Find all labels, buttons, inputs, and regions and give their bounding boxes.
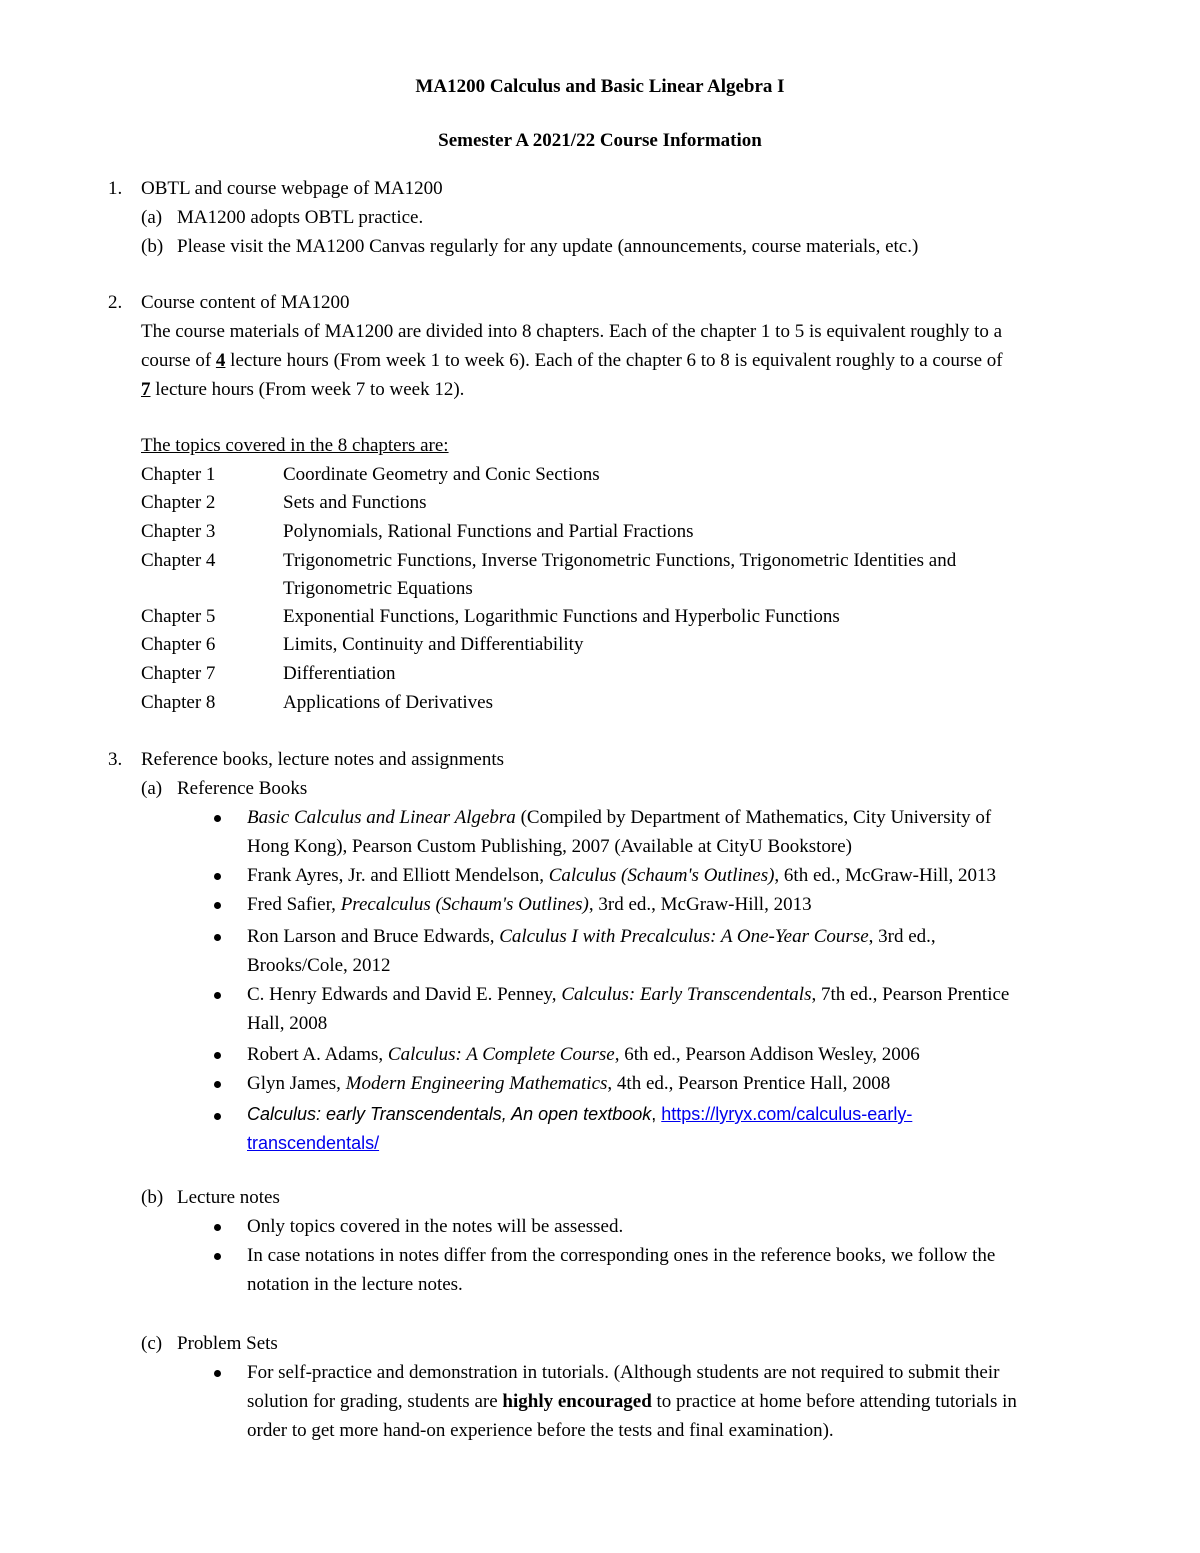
text-span: , 4th ed., Pearson Prentice Hall, 2008 (607, 1073, 891, 1094)
bullet-icon (214, 902, 221, 909)
text-span: to practice at home before attending tutorials in (651, 1391, 1017, 1412)
chapter-2-label: Chapter 2 (141, 492, 216, 513)
text-span: , 3rd ed., (868, 926, 936, 947)
section-2-paragraph-line-3 (141, 375, 464, 404)
chapter-7-label: Chapter 7 (141, 663, 216, 684)
chapter-4-title: Trigonometric Functions, Inverse Trigonometric Functions, Trigonometric Identities and (283, 550, 957, 571)
text-span: , (651, 1104, 662, 1124)
section-2-paragraph-line-2 (141, 346, 1003, 375)
text-span: solution for grading, students are (247, 1391, 503, 1412)
text-span: Glyn James, (247, 1073, 346, 1094)
book-7-title: Modern Engineering Mathematics (345, 1073, 608, 1094)
book-2 (247, 861, 996, 890)
section-1a-label: (a) (141, 207, 163, 228)
chapter-7-title: Differentiation (283, 663, 396, 684)
section-2-heading: Course content of MA1200 (141, 292, 350, 313)
book-5-line-1 (247, 980, 1009, 1009)
section-3b-heading: Lecture notes (177, 1187, 280, 1208)
chapter-2-title: Sets and Functions (283, 492, 427, 513)
highly-encouraged: highly encouraged (502, 1391, 652, 1412)
section-1-heading: OBTL and course webpage of MA1200 (141, 178, 443, 199)
book-3 (247, 890, 812, 919)
section-1a-text: MA1200 adopts OBTL practice. (177, 207, 424, 228)
topics-heading: The topics covered in the 8 chapters are: (141, 435, 449, 456)
book-5-title: Calculus: Early Transcendentals (561, 984, 812, 1005)
book-4-line-1 (247, 922, 936, 951)
bullet-icon (214, 934, 221, 941)
bullet-icon (214, 873, 221, 880)
text-span: course of (141, 350, 216, 371)
section-1b-text: Please visit the MA1200 Canvas regularly for any update (announcements, course materials, etc.) (177, 236, 919, 257)
book-1-title: Basic Calculus and Linear Algebra (247, 807, 516, 828)
book-8-title: Calculus: early Transcendentals, An open textbook (247, 1104, 652, 1124)
text-span: Fred Safier, (247, 894, 341, 915)
section-1-number: 1. (108, 178, 123, 199)
bullet-icon (214, 1253, 221, 1260)
section-3-number: 3. (108, 749, 123, 770)
book-4-line-2: Brooks/Cole, 2012 (247, 955, 391, 976)
chapter-4-label: Chapter 4 (141, 550, 216, 571)
book-6-title: Calculus: A Complete Course (387, 1044, 615, 1065)
bullet-icon (214, 1224, 221, 1231)
book-5-line-2: Hall, 2008 (247, 1013, 328, 1034)
lyryx-link-continued[interactable]: transcendentals/ (247, 1133, 380, 1153)
book-3-title: Precalculus (Schaum's Outlines) (340, 894, 589, 915)
book-1-line-2: Hong Kong), Pearson Custom Publishing, 2007 (Available at CityU Bookstore) (247, 836, 852, 857)
book-7 (247, 1069, 890, 1098)
chapter-6-title: Limits, Continuity and Differentiability (283, 634, 584, 655)
bullet-icon (214, 1081, 221, 1088)
chapter-5-label: Chapter 5 (141, 606, 216, 627)
section-1b-label: (b) (141, 236, 164, 257)
book-1-line-1 (247, 803, 991, 832)
text-span: , 7th ed., Pearson Prentice (811, 984, 1010, 1005)
chapter-1-label: Chapter 1 (141, 464, 216, 485)
chapter-6-label: Chapter 6 (141, 634, 216, 655)
text-span: , 6th ed., Pearson Addison Wesley, 2006 (614, 1044, 920, 1065)
text-span: lecture hours (From week 1 to week 6). Each of the chapter 6 to 8 is equivalent roughly to a course of (225, 350, 1003, 371)
section-3c-heading: Problem Sets (177, 1333, 278, 1354)
lecture-hours-7: 7 (141, 379, 151, 400)
bullet-icon (214, 1052, 221, 1059)
lyryx-link[interactable]: https://lyryx.com/calculus-early- (661, 1104, 913, 1124)
section-2-number: 2. (108, 292, 123, 313)
book-2-title: Calculus (Schaum's Outlines) (548, 865, 775, 886)
text-span: (Compiled by Department of Mathematics, City University of (515, 807, 992, 828)
book-6 (247, 1040, 920, 1069)
notes-item-2: In case notations in notes differ from the corresponding ones in the reference books, we follow the (247, 1245, 996, 1266)
problem-sets-line-2 (247, 1387, 1017, 1416)
section-3a-label: (a) (141, 778, 163, 799)
chapter-5-title: Exponential Functions, Logarithmic Functions and Hyperbolic Functions (283, 606, 840, 627)
bullet-icon (214, 1113, 221, 1120)
chapter-8-label: Chapter 8 (141, 692, 216, 713)
section-3b-label: (b) (141, 1187, 164, 1208)
bullet-icon (214, 992, 221, 999)
text-span: Ron Larson and Bruce Edwards, (247, 926, 500, 947)
section-2-paragraph-line-1: The course materials of MA1200 are divided into 8 chapters. Each of the chapter 1 to 5 is equivalent roughly to a (141, 321, 1003, 342)
book-8-line-2 (247, 1129, 379, 1158)
problem-sets-line-1: For self-practice and demonstration in tutorials. (Although students are not required to submit their (247, 1362, 1000, 1383)
section-3a-heading: Reference Books (177, 778, 308, 799)
section-3-heading: Reference books, lecture notes and assignments (141, 749, 504, 770)
notes-item-2-line-2: notation in the lecture notes. (247, 1274, 463, 1295)
chapter-1-title: Coordinate Geometry and Conic Sections (283, 464, 600, 485)
notes-item-1: Only topics covered in the notes will be assessed. (247, 1216, 624, 1237)
section-3c-label: (c) (141, 1333, 163, 1354)
chapter-3-label: Chapter 3 (141, 521, 216, 542)
problem-sets-line-3: order to get more hand-on experience before the tests and final examination). (247, 1420, 834, 1441)
book-4-title: Calculus I with Precalculus: A One-Year Course (499, 926, 869, 947)
book-8-line-1 (247, 1100, 912, 1129)
text-span: lecture hours (From week 7 to week 12). (150, 379, 465, 400)
document-subtitle: Semester A 2021/22 Course Information (438, 130, 762, 151)
lecture-hours-4: 4 (215, 350, 226, 371)
chapter-4-title-line-2: Trigonometric Equations (283, 578, 473, 599)
text-span: , 3rd ed., McGraw-Hill, 2013 (588, 894, 812, 915)
text-span: , 6th ed., McGraw-Hill, 2013 (774, 865, 997, 886)
text-span: Robert A. Adams, (247, 1044, 388, 1065)
bullet-icon (214, 815, 221, 822)
text-span: C. Henry Edwards and David E. Penney, (247, 984, 562, 1005)
chapter-3-title: Polynomials, Rational Functions and Partial Fractions (283, 521, 694, 542)
text-span: Frank Ayres, Jr. and Elliott Mendelson, (247, 865, 549, 886)
chapter-8-title: Applications of Derivatives (283, 692, 494, 713)
document-title: MA1200 Calculus and Basic Linear Algebra I (415, 76, 785, 97)
bullet-icon (214, 1370, 221, 1377)
